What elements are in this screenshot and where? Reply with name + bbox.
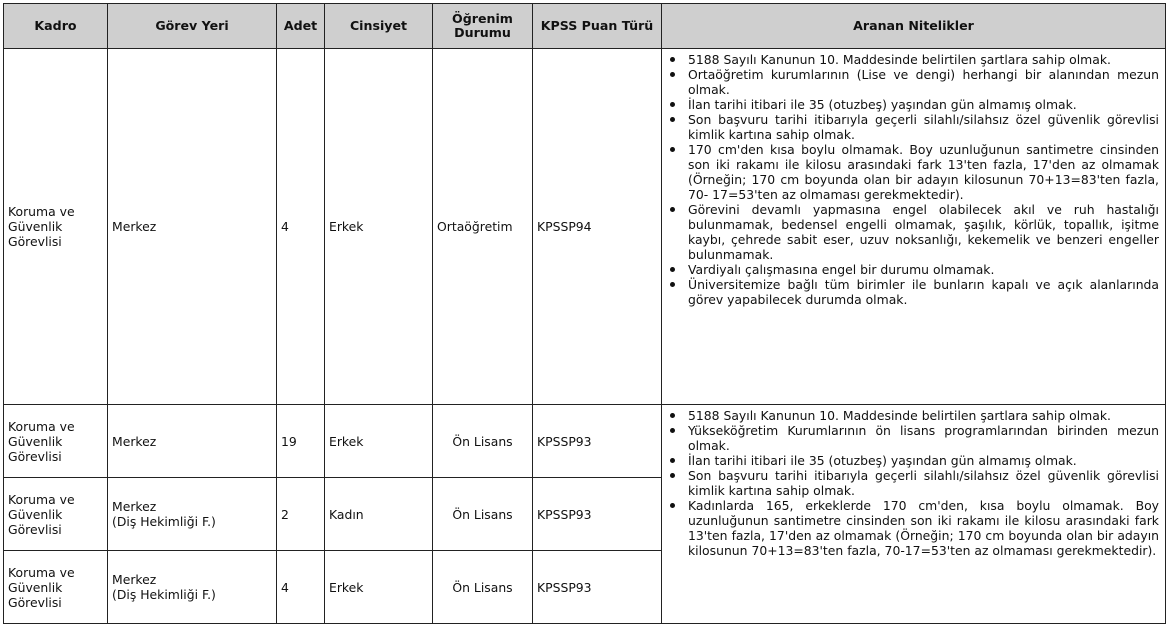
cell-adet: 2 [277,478,325,551]
requirement-text: Ortaöğretim kurumlarının (Lise ve dengi) herhangi bir alanından mezun olmak. [688,67,1159,97]
bullet-icon [670,57,675,62]
requirement-text: Kadınlarda 165, erkeklerde 170 cm'den, kısa boylu olmamak. Boy uzunluğunun santimetre cinsinden son iki rakamı ile kilosu arasındaki fark 13'ten fazla, 17'den az olmamak (Örneğin; 170 cm boyunda olan bir adayın kilosunun 70+13=83'ten fazla, 70-17=53'ten az olmaması gerekmektedir). [688,498,1159,558]
cell-cinsiyet: Erkek [325,49,433,405]
requirement-item [666,423,1159,453]
requirement-text: 5188 Sayılı Kanunun 10. Maddesinde belirtilen şartlara sahip olmak. [688,52,1111,67]
gorev-yeri-line: (Diş Hekimliği F.) [112,514,216,529]
requirement-item [666,453,1159,468]
requirement-text: 5188 Sayılı Kanunun 10. Maddesinde belirtilen şartlara sahip olmak. [688,408,1111,423]
kadro-line: Güvenlik [8,506,63,522]
kadro-line: Koruma ve [8,491,75,507]
cell-kadro [4,49,108,405]
gorev-yeri-line: (Diş Hekimliği F.) [112,587,216,602]
gorev-yeri-line: Merkez [112,219,157,234]
bullet-icon [670,267,675,272]
bullet-icon [670,503,675,508]
requirement-text: Son başvuru tarihi itibarıyla geçerli silahlı/silahsız özel güvenlik görevlisi kimlik kartına sahip olmak. [688,112,1159,142]
kadro-line: Koruma ve [8,204,75,219]
kadro-line: Güvenlik [8,579,63,595]
cell-cinsiyet: Erkek [325,405,433,478]
cell-ogrenim: Ön Lisans [433,405,533,478]
header-kpss-puan-turu: KPSS Puan Türü [533,4,662,49]
bullet-icon [670,117,675,122]
gorev-yeri-line: Merkez [112,499,157,514]
bullet-icon [670,282,675,287]
cell-gorev-yeri [108,405,277,478]
bullet-icon [670,458,675,463]
requirement-text: İlan tarihi itibari ile 35 (otuzbeş) yaşından gün almamış olmak. [688,453,1077,468]
bullet-icon [670,147,675,152]
gorev-yeri-line: Merkez [112,433,157,449]
cell-gorev-yeri [108,49,277,405]
kadro-line: Koruma ve [8,564,75,580]
header-row [4,4,1166,49]
requirements-list [666,52,1159,307]
table-row [4,49,1166,405]
header-gorev-yeri: Görev Yeri [108,4,277,49]
cell-adet: 4 [277,551,325,624]
cell-kadro [4,551,108,624]
cell-nitelikler-group2 [662,405,1166,624]
header-adet: Adet [277,4,325,49]
requirement-item [666,468,1159,498]
cell-gorev-yeri [108,551,277,624]
requirement-text: İlan tarihi itibari ile 35 (otuzbeş) yaşından gün almamış olmak. [688,97,1077,112]
requirement-item [666,52,1159,67]
kadro-line: Görevlisi [8,594,62,610]
kadro-line: Görevlisi [8,234,62,249]
cell-adet: 4 [277,49,325,405]
requirement-item [666,97,1159,112]
kadro-line: Koruma ve [8,418,75,434]
requirement-item [666,498,1159,558]
cell-cinsiyet: Erkek [325,551,433,624]
cell-kadro [4,405,108,478]
header-ogrenim-line2: Durumu [454,25,511,40]
gorev-yeri-line: Merkez [112,572,157,587]
cell-ogrenim: Ön Lisans [433,551,533,624]
requirement-text: Üniversitemize bağlı tüm birimler ile bunların kapalı ve açık alanlarında görev yapabilecek durumda olmak. [688,277,1159,307]
cell-kpss: KPSSP94 [533,49,662,405]
bullet-icon [670,428,675,433]
requirement-item [666,67,1159,97]
cell-kpss: KPSSP93 [533,478,662,551]
requirement-item [666,262,1159,277]
requirement-item [666,202,1159,262]
kadro-line: Görevlisi [8,448,62,464]
cell-adet: 19 [277,405,325,478]
requirement-text: 170 cm'den kısa boylu olmamak. Boy uzunluğunun santimetre cinsinden son iki rakamı ile kilosu arasındaki fark 13'ten fazla, 17'den az olmamak (Örneğin; 170 cm boyunda olan bir adayın kilosunun 70+13=83'ten fazla, 70- 17=53'ten az olmaması gerekmektedir). [688,142,1159,202]
cell-kpss: KPSSP93 [533,405,662,478]
kadro-line: Görevlisi [8,521,62,537]
requirement-text: Yükseköğretim Kurumlarının ön lisans programlarından birinden mezun olmak. [688,423,1159,453]
cell-gorev-yeri [108,478,277,551]
requirement-text: Görevini devamlı yapmasına engel olabilecek akıl ve ruh hastalığı bulunmamak, bedensel engelli olmamak, şaşılık, körlük, topallık, işitme kaybı, çehrede sabit eser, uzuv noksanlığı, kekemelik ve benzeri engeller bulunmamak. [688,202,1159,262]
requirements-list [666,408,1159,558]
job-listing-table [3,3,1166,624]
cell-kpss: KPSSP93 [533,551,662,624]
cell-kadro [4,478,108,551]
table-row [4,405,1166,478]
header-ogrenim-durumu [433,4,533,49]
bullet-icon [670,72,675,77]
bullet-icon [670,102,675,107]
requirement-item [666,277,1159,307]
kadro-line: Güvenlik [8,219,63,234]
cell-nitelikler-group1 [662,49,1166,405]
requirement-text: Son başvuru tarihi itibarıyla geçerli silahlı/silahsız özel güvenlik görevlisi kimlik kartına sahip olmak. [688,468,1159,498]
bullet-icon [670,413,675,418]
requirement-item [666,142,1159,202]
header-ogrenim-line1: Öğrenim [452,11,513,26]
cell-cinsiyet: Kadın [325,478,433,551]
header-cinsiyet: Cinsiyet [325,4,433,49]
bullet-icon [670,207,675,212]
requirement-item [666,112,1159,142]
bullet-icon [670,473,675,478]
header-kadro: Kadro [4,4,108,49]
header-aranan-nitelikler: Aranan Nitelikler [662,4,1166,49]
kadro-line: Güvenlik [8,433,63,449]
requirement-text: Vardiyalı çalışmasına engel bir durumu olmamak. [688,262,995,277]
requirement-item [666,408,1159,423]
cell-ogrenim: Ön Lisans [433,478,533,551]
cell-ogrenim: Ortaöğretim [433,49,533,405]
